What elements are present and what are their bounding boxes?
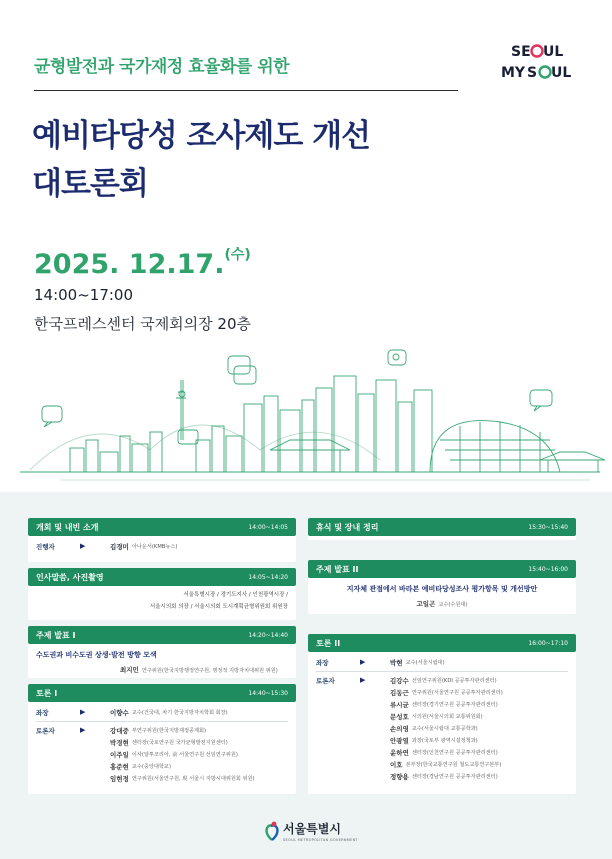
- presenter: [36, 665, 288, 674]
- session-title: 토론 I: [36, 688, 58, 698]
- panelist-affiliation: 교수(중앙대학교): [131, 763, 171, 770]
- program-bar-presentation-1: [28, 626, 296, 644]
- panel-list: [110, 724, 255, 784]
- org-name-en: SEOUL METROPOLITAN GOVERNMENT: [283, 838, 358, 842]
- session-time: 14:20~14:40: [248, 631, 288, 639]
- program-bar-greeting: [28, 568, 296, 586]
- program-card-break: [308, 518, 576, 540]
- list-item: [390, 722, 503, 734]
- panelist-affiliation: 선임연구위원(KDI 공공투자관리센터): [411, 677, 497, 684]
- role-label: 진행자: [36, 542, 55, 551]
- moderator-row: [36, 539, 288, 553]
- presenter-affiliation: 연구위원(한국지방행정연구원, 행정적 지방자치대위원 위원): [141, 668, 278, 674]
- event-title: [32, 112, 370, 208]
- panelist-name: 문성호: [390, 712, 409, 721]
- seoul-city-emblem-icon: [263, 820, 281, 844]
- presentation-topic: 지자체 관점에서 바라본 예비타당성조사 평가항목 및 개선방안: [346, 585, 538, 593]
- panelist-affiliation: 센터장(경남연구원 공공투자관리센터): [411, 773, 498, 780]
- list-item: [390, 746, 503, 758]
- panelist-affiliation: 센터장(인천연구원 공공투자관리센터): [411, 749, 498, 756]
- panelist-affiliation: 부연구위원(한국지방재정공제회): [131, 727, 207, 734]
- session-time: 14:05~14:20: [248, 573, 288, 581]
- session-time: 16:00~17:10: [528, 639, 568, 647]
- panelist-name: 손의영: [390, 724, 409, 733]
- session-time: 15:30~15:40: [528, 523, 568, 531]
- event-time: 14:00~17:00: [34, 286, 134, 304]
- list-item: [110, 772, 255, 784]
- event-day-of-week: (수): [224, 247, 251, 263]
- program-card-discussion-2: [308, 634, 576, 794]
- play-bullet-icon: ▶: [80, 708, 86, 716]
- presenter-name: 고일곤: [416, 600, 436, 608]
- event-date-value: 2025. 12.17.: [34, 249, 225, 280]
- chair-row: [316, 655, 568, 669]
- event-date: [34, 244, 251, 280]
- seoul-my-soul-logo-mark: [497, 40, 573, 84]
- divider: [316, 671, 568, 672]
- session-title: 휴식 및 장내 정리: [316, 522, 379, 532]
- list-item: [390, 758, 503, 770]
- panel-block: [316, 674, 568, 782]
- panelist-name: 박경현: [110, 738, 129, 747]
- chair-name: 박현: [390, 658, 403, 667]
- session-title: 토론 II: [316, 638, 341, 648]
- chair-row: [36, 705, 288, 719]
- list-item: [390, 710, 503, 722]
- panelist-affiliation: 이사(알투코리아, 前 서울연구원 선임연구위원): [131, 751, 238, 758]
- divider: [36, 721, 288, 722]
- session-title: 인사말씀, 사진촬영: [36, 572, 104, 582]
- session-title: 주제 발표 I: [36, 630, 76, 640]
- list-item: [390, 770, 503, 782]
- header-divider: [34, 90, 458, 91]
- list-item: [110, 724, 255, 736]
- play-bullet-icon: ▶: [360, 676, 366, 684]
- play-bullet-icon: ▶: [80, 726, 86, 734]
- greeting-line-1: 서울특별시장 / 경기도지사 / 인천광역시장 /: [183, 592, 288, 598]
- svg-text:S: S: [527, 65, 538, 81]
- panelist-name: 류시균: [390, 700, 409, 709]
- session-title: 개회 및 내빈 소개: [36, 522, 99, 532]
- seoul-city-logo: [263, 818, 363, 850]
- play-bullet-icon: ▶: [80, 542, 86, 550]
- panelist-affiliation: 센터장(국토연구원 국가균형발전지원센터): [131, 739, 228, 746]
- program-bar-presentation-2: [308, 560, 576, 578]
- list-item: [110, 736, 255, 748]
- presenter-affiliation: 교수(수원대): [438, 602, 468, 608]
- panelist-affiliation: 시의원(서울시의회 교통위원회): [411, 713, 483, 720]
- presenter: [316, 599, 568, 608]
- greeting-line-2: 서울시의회 의장 / 서울시의회 도시계획균형위원회 위원장: [149, 604, 288, 610]
- svg-text:UL: UL: [543, 44, 564, 60]
- chair-affiliation: 교수(건국대, 차기 한국지방자치학회 회장): [131, 709, 228, 716]
- svg-text:SE: SE: [511, 44, 531, 60]
- panelist-name: 윤하연: [390, 748, 409, 757]
- event-subtitle: 균형발전과 국가재정 효율화를 위한: [34, 57, 290, 77]
- panelist-name: 김동근: [390, 688, 409, 697]
- panelist-name: 정향용: [390, 772, 409, 781]
- program-section: [0, 492, 612, 859]
- list-item: [390, 734, 503, 746]
- session-title: 주제 발표 II: [316, 564, 359, 574]
- panelist-name: 임현정: [110, 774, 129, 783]
- program-card-opening: [28, 518, 296, 562]
- presenter-name: 최지민: [120, 666, 139, 674]
- panelist-name: 강대중: [110, 726, 129, 735]
- presentation-topic: 수도권과 비수도권 상생·발전 방향 모색: [36, 651, 157, 659]
- person-name: 김경미: [110, 542, 129, 551]
- session-time: 14:00~14:05: [248, 523, 288, 531]
- org-name: 서울특별시: [283, 822, 341, 836]
- program-card-presentation-1: [28, 626, 296, 678]
- panelist-name: 홍준현: [110, 762, 129, 771]
- program-card-presentation-2: [308, 560, 576, 614]
- city-skyline-illustration: [0, 340, 612, 492]
- panelist-name: 김강수: [390, 676, 409, 685]
- list-item: [390, 686, 503, 698]
- list-item: [110, 748, 255, 760]
- session-time: 15:40~16:00: [528, 565, 568, 573]
- program-bar-break: [308, 518, 576, 536]
- svg-text:MY: MY: [501, 65, 526, 81]
- title-line-2: 대토론회: [32, 166, 148, 202]
- list-item: [390, 674, 503, 686]
- greeting-speakers: [36, 589, 288, 613]
- program-card-discussion-1: [28, 684, 296, 794]
- panelist-affiliation: 센터장(경기연구원 공공투자관리센터): [411, 701, 498, 708]
- seoul-my-soul-logo: [497, 40, 573, 84]
- event-venue: 한국프레스센터 국제회의장 20층: [34, 315, 251, 333]
- program-card-greeting: [28, 568, 296, 620]
- panelist-affiliation: 교수(서울시립대 교통공학과): [411, 725, 478, 732]
- panel-label: 토론자: [36, 726, 55, 735]
- list-item: [110, 760, 255, 772]
- chair-label: 좌장: [316, 658, 329, 667]
- program-bar-discussion-1: [28, 684, 296, 702]
- panelist-name: 안광열: [390, 736, 409, 745]
- panelist-affiliation: 본부장(한국교통연구원 철도교통연구본부): [405, 761, 502, 768]
- session-time: 14:40~15:30: [248, 689, 288, 697]
- panelist-name: 이호: [390, 760, 403, 769]
- panelist-name: 이주일: [110, 750, 129, 759]
- panel-block: [36, 724, 288, 784]
- list-item: [390, 698, 503, 710]
- program-bar-opening: [28, 518, 296, 536]
- svg-text:UL: UL: [551, 65, 572, 81]
- panelist-affiliation: 과장(국토부 광역시설정책과): [411, 737, 478, 744]
- play-bullet-icon: ▶: [360, 658, 366, 666]
- chair-name: 이향수: [110, 708, 129, 717]
- program-bar-discussion-2: [308, 634, 576, 652]
- panelist-affiliation: 연구위원(서울연구원, 現 서울시 지방시대위원회 위원): [131, 775, 255, 782]
- title-line-1: 예비타당성 조사제도 개선: [32, 118, 370, 154]
- chair-label: 좌장: [36, 708, 49, 717]
- panelist-affiliation: 연구위원(서울연구원 공공투자관리센터): [411, 689, 503, 696]
- panel-label: 토론자: [316, 676, 335, 685]
- person-affiliation: 아나운서(KMB뉴스): [131, 543, 178, 550]
- chair-affiliation: 교수(서울시립대): [405, 659, 445, 666]
- panel-list: [390, 674, 503, 782]
